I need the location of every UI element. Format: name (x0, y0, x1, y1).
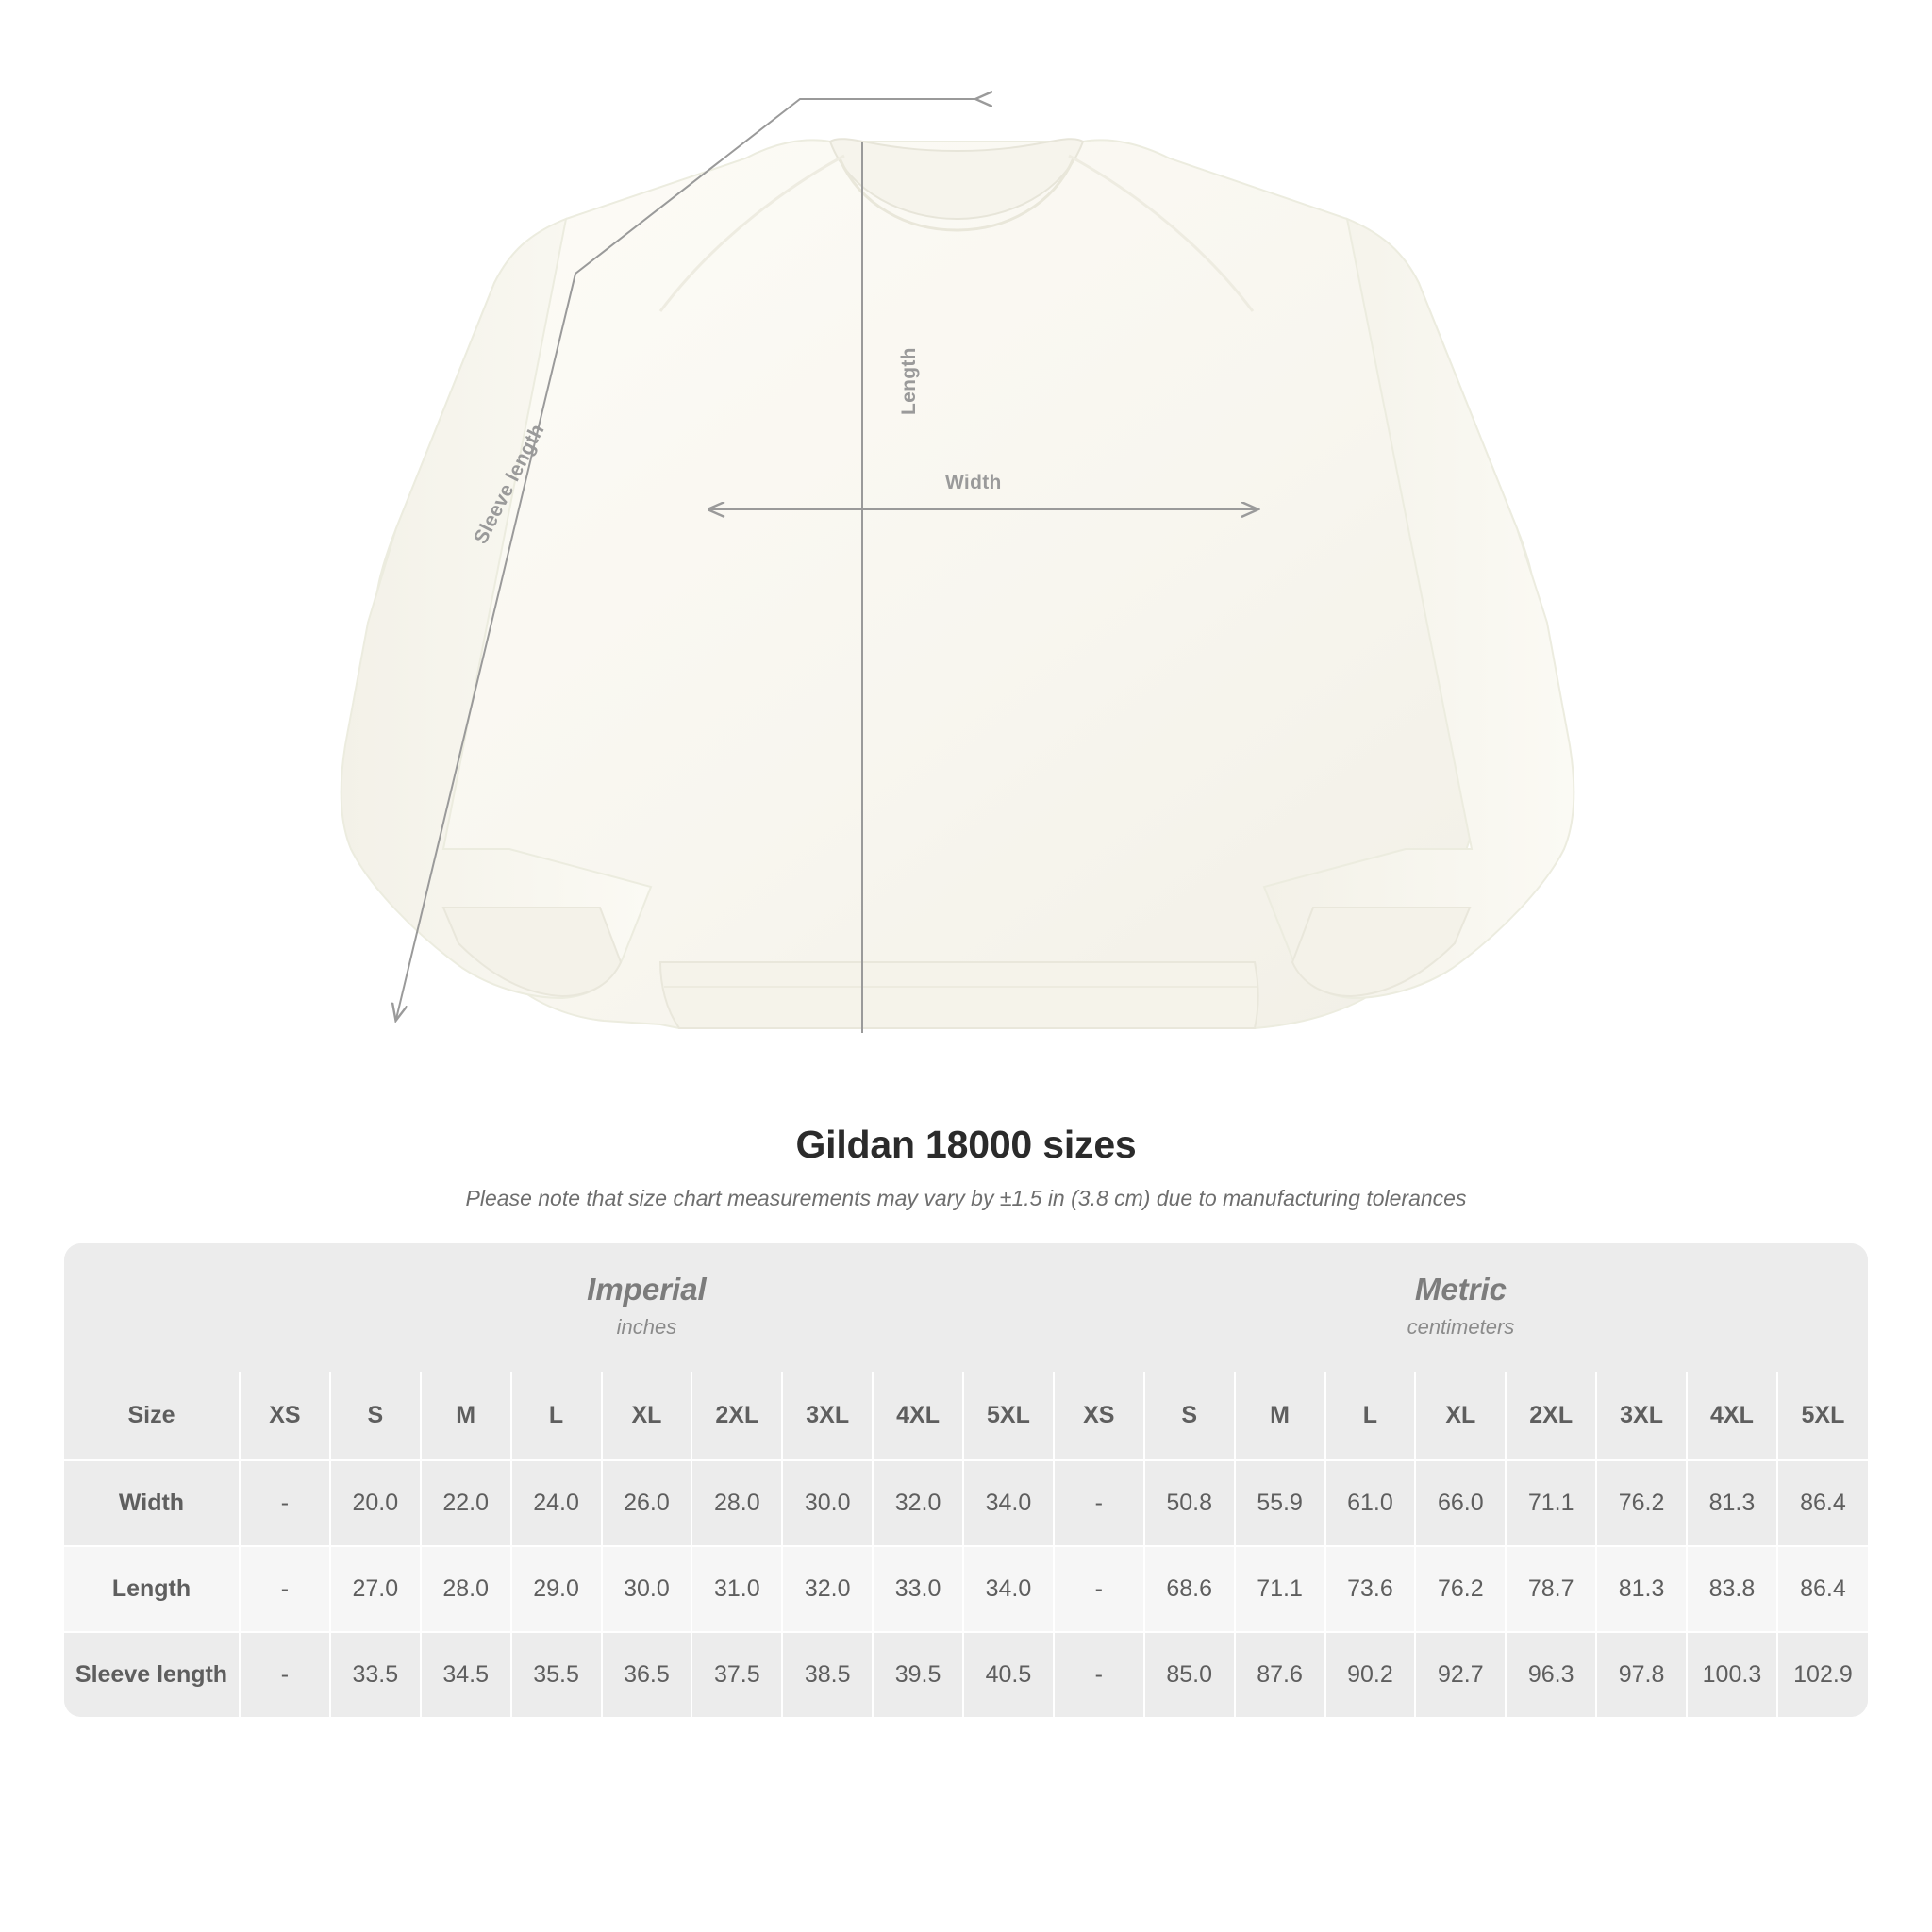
measurement-cell: - (240, 1460, 330, 1546)
size-column-header: 5XL (963, 1372, 1054, 1460)
measurement-cell: 97.8 (1596, 1632, 1687, 1717)
size-column-header: L (1325, 1372, 1416, 1460)
measurement-cell: 22.0 (421, 1460, 511, 1546)
measurement-cell: 78.7 (1506, 1546, 1596, 1632)
size-column-header: 4XL (873, 1372, 963, 1460)
measurement-cell: 92.7 (1415, 1632, 1506, 1717)
table-row (64, 1546, 1868, 1632)
size-column-header: M (421, 1372, 511, 1460)
measurement-cell: 90.2 (1325, 1632, 1416, 1717)
unit-header-metric (1054, 1243, 1868, 1372)
measurement-cell: 32.0 (782, 1546, 873, 1632)
measurement-cell: 26.0 (602, 1460, 692, 1546)
measurement-cell: 100.3 (1687, 1632, 1777, 1717)
unit-name: Imperial (587, 1272, 707, 1307)
size-table (64, 1243, 1868, 1717)
sleeve-length-dimension-label: Sleeve length (470, 420, 549, 548)
measurement-cell: 34.5 (421, 1632, 511, 1717)
measurement-cell: 39.5 (873, 1632, 963, 1717)
size-column-header: 4XL (1687, 1372, 1777, 1460)
size-column-header: S (330, 1372, 421, 1460)
measurement-cell: 68.6 (1144, 1546, 1235, 1632)
page-title: Gildan 18000 sizes (795, 1123, 1137, 1166)
measurement-cell: 73.6 (1325, 1546, 1416, 1632)
measurement-cell: 31.0 (691, 1546, 782, 1632)
measurement-cell: 102.9 (1777, 1632, 1868, 1717)
measurement-cell: 87.6 (1235, 1632, 1325, 1717)
measurement-cell: 81.3 (1596, 1546, 1687, 1632)
measurement-cell: 30.0 (602, 1546, 692, 1632)
length-dimension-label: Length (898, 347, 920, 415)
measurement-cell: 86.4 (1777, 1460, 1868, 1546)
size-column-header: XL (1415, 1372, 1506, 1460)
measurement-cell: 71.1 (1235, 1546, 1325, 1632)
measurement-cell: 61.0 (1325, 1460, 1416, 1546)
row-label: Width (64, 1460, 240, 1546)
measurement-cell: 83.8 (1687, 1546, 1777, 1632)
size-column-header: XL (602, 1372, 692, 1460)
measurement-cell: 32.0 (873, 1460, 963, 1546)
size-column-header: 5XL (1777, 1372, 1868, 1460)
title-block (0, 1123, 1932, 1211)
measurement-cell: 55.9 (1235, 1460, 1325, 1546)
table-row (64, 1632, 1868, 1717)
unit-subtitle: centimeters (1407, 1315, 1515, 1339)
measurement-cell: - (1054, 1546, 1144, 1632)
size-column-header: L (511, 1372, 602, 1460)
measurement-cell: 38.5 (782, 1632, 873, 1717)
measurement-cell: 71.1 (1506, 1460, 1596, 1546)
size-table-wrapper (64, 1243, 1868, 1717)
unit-row-spacer (64, 1243, 240, 1372)
size-column-header: 2XL (691, 1372, 782, 1460)
row-label: Length (64, 1546, 240, 1632)
measurement-cell: 37.5 (691, 1632, 782, 1717)
measurement-cell: 50.8 (1144, 1460, 1235, 1546)
tolerance-note: Please note that size chart measurements may vary by ±1.5 in (3.8 cm) due to manufacturing tolerances (465, 1186, 1467, 1210)
measurement-cell: - (240, 1632, 330, 1717)
unit-subtitle: inches (616, 1315, 677, 1339)
measurement-cell: - (240, 1546, 330, 1632)
measurement-cell: 29.0 (511, 1546, 602, 1632)
measurement-cell: 27.0 (330, 1546, 421, 1632)
measurement-cell: 85.0 (1144, 1632, 1235, 1717)
measurement-cell: - (1054, 1632, 1144, 1717)
size-column-header: XS (240, 1372, 330, 1460)
size-column-header: S (1144, 1372, 1235, 1460)
width-dimension-label: Width (945, 472, 1002, 493)
measurement-cell: 30.0 (782, 1460, 873, 1546)
size-header-row (64, 1372, 1868, 1460)
measurement-cell: 24.0 (511, 1460, 602, 1546)
unit-header-imperial (240, 1243, 1054, 1372)
measurement-cell: 33.0 (873, 1546, 963, 1632)
measurement-cell: 96.3 (1506, 1632, 1596, 1717)
measurement-cell: 66.0 (1415, 1460, 1506, 1546)
measurement-cell: 36.5 (602, 1632, 692, 1717)
measurement-cell: 35.5 (511, 1632, 602, 1717)
measurement-cell: 81.3 (1687, 1460, 1777, 1546)
measurement-cell: 28.0 (421, 1546, 511, 1632)
unit-name: Metric (1414, 1272, 1507, 1307)
measurement-cell: 33.5 (330, 1632, 421, 1717)
table-row (64, 1460, 1868, 1546)
size-column-header: 3XL (782, 1372, 873, 1460)
size-column-header: 2XL (1506, 1372, 1596, 1460)
measurement-cell: 86.4 (1777, 1546, 1868, 1632)
measurement-cell: - (1054, 1460, 1144, 1546)
measurement-cell: 76.2 (1596, 1460, 1687, 1546)
size-column-header: 3XL (1596, 1372, 1687, 1460)
unit-header-row (64, 1243, 1868, 1372)
size-header-cell: Size (64, 1372, 240, 1460)
measurement-cell: 76.2 (1415, 1546, 1506, 1632)
row-label: Sleeve length (64, 1632, 240, 1717)
measurement-cell: 20.0 (330, 1460, 421, 1546)
measurement-cell: 40.5 (963, 1632, 1054, 1717)
measurement-cell: 34.0 (963, 1460, 1054, 1546)
measurement-cell: 28.0 (691, 1460, 782, 1546)
size-column-header: M (1235, 1372, 1325, 1460)
size-column-header: XS (1054, 1372, 1144, 1460)
measurement-cell: 34.0 (963, 1546, 1054, 1632)
